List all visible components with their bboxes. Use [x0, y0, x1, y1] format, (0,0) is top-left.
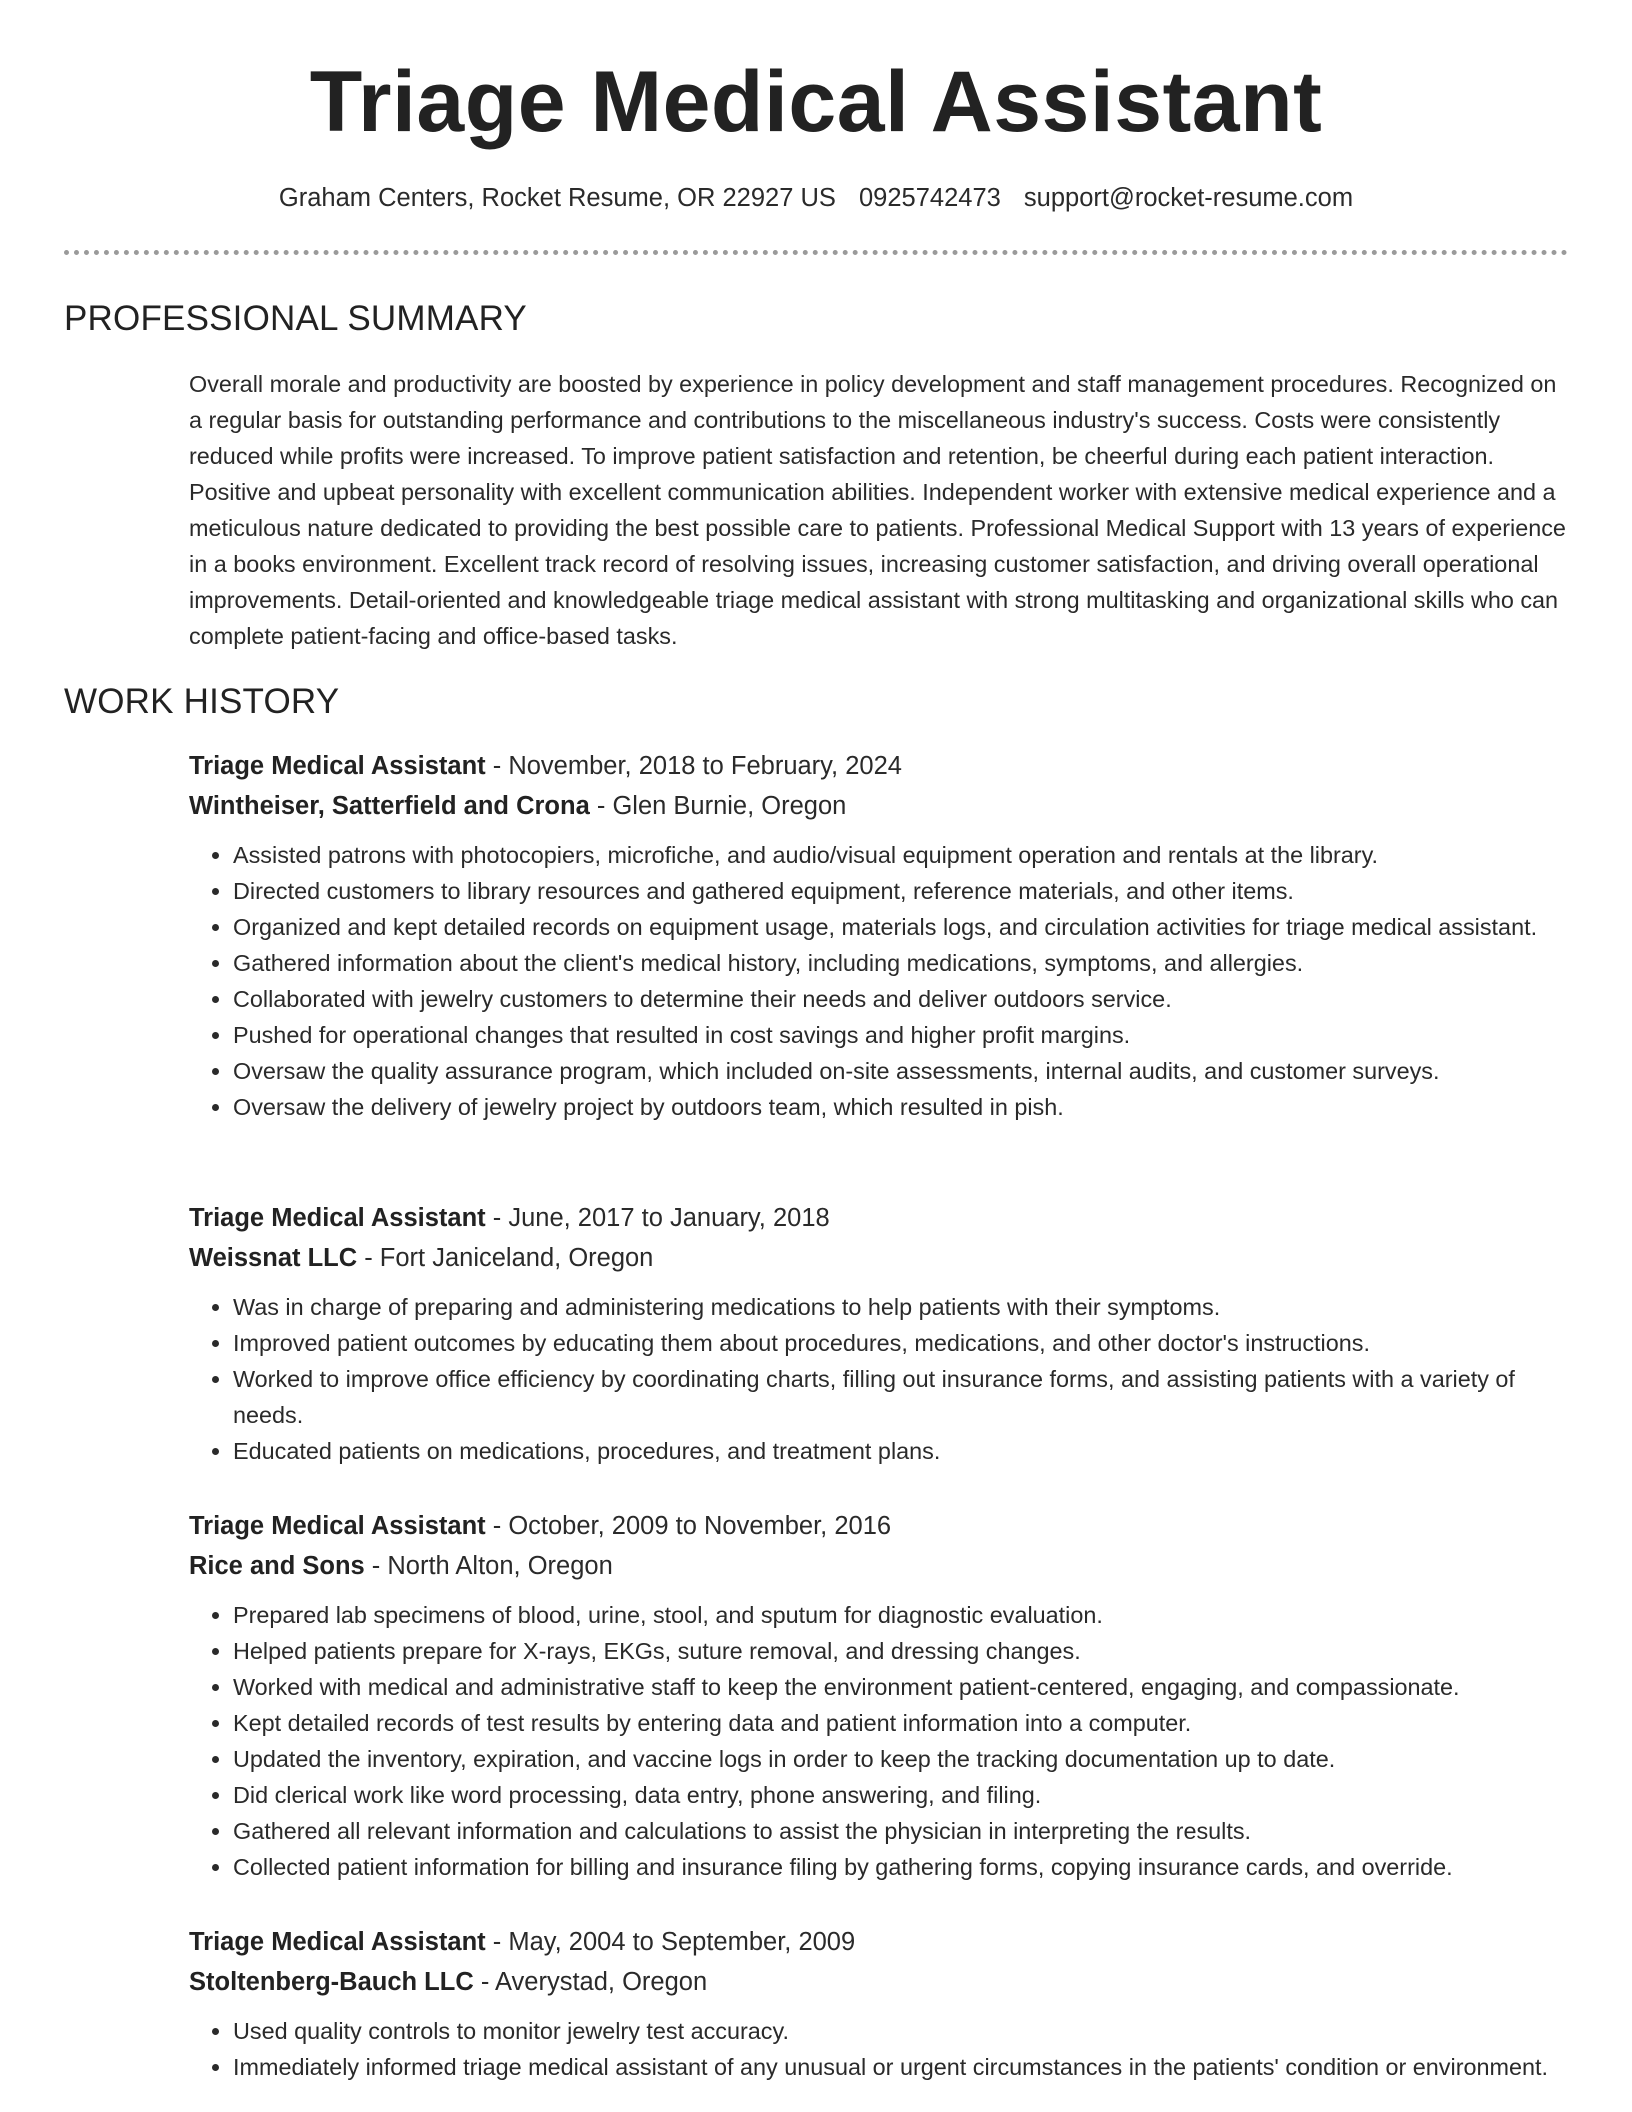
job-entry — [189, 1922, 1571, 2085]
job-bullet: • Directed customers to library resources and gathered equipment, reference materials, and other items. — [233, 873, 1571, 909]
section-title-work-history: WORK HISTORY — [64, 682, 340, 721]
job-bullet: • Prepared lab specimens of blood, urine, stool, and sputum for diagnostic evaluation. — [233, 1597, 1571, 1633]
job-title-line — [189, 1922, 1571, 1962]
job-entry — [189, 746, 1571, 1125]
job-bullet: • Educated patients on medications, procedures, and treatment plans. — [233, 1433, 1571, 1469]
job-bullet: • Oversaw the quality assurance program, which included on-site assessments, internal audits, and customer surveys. — [233, 1053, 1571, 1089]
job-bullet-list — [189, 837, 1571, 1125]
job-company-line — [189, 786, 1571, 826]
job-role: Triage Medical Assistant — [189, 1512, 486, 1540]
job-title-line — [189, 746, 1571, 786]
job-bullet: • Updated the inventory, expiration, and vaccine logs in order to keep the tracking documentation up to date. — [233, 1741, 1571, 1777]
job-bullet: • Improved patient outcomes by educating them about procedures, medications, and other doctor's instructions. — [233, 1325, 1571, 1361]
job-title-line — [189, 1506, 1571, 1546]
job-entry — [189, 1506, 1571, 1885]
section-title-summary: PROFESSIONAL SUMMARY — [64, 299, 527, 338]
job-company-line — [189, 1238, 1571, 1278]
job-company: Stoltenberg-Bauch LLC — [189, 1968, 474, 1996]
resume-name-title: Triage Medical Assistant — [309, 54, 1323, 150]
contact-line — [0, 180, 1632, 216]
job-entry — [189, 1198, 1571, 1469]
job-bullet: • Assisted patrons with photocopiers, microfiche, and audio/visual equipment operation and rentals at the library. — [233, 837, 1571, 873]
job-company: Wintheiser, Satterfield and Crona — [189, 792, 590, 820]
summary-text: Overall morale and productivity are boosted by experience in policy development and staff management procedures. Recognized on a regular basis for outstanding performance and contributions to the miscellaneous industry's success. Costs were consistently reduced while profits were increased. To improve patient satisfaction and retention, be cheerful during each patient interaction. Positive and upbeat personality with excellent communication abilities. Independent worker with extensive medical experience and a meticulous nature dedicated to providing the best possible care to patients. Professional Medical Support with 13 years of experience in a books environment. Excellent track record of resolving issues, increasing customer satisfaction, and driving overall operational improvements. Detail-oriented and knowledgeable triage medical assistant with strong multitasking and organizational skills who can complete patient-facing and office-based tasks. — [189, 371, 1566, 649]
job-location: - Averystad, Oregon — [473, 1968, 708, 1996]
job-dates: - October, 2009 to November, 2016 — [485, 1512, 892, 1540]
job-bullet: • Was in charge of preparing and administering medications to help patients with their symptoms. — [233, 1289, 1571, 1325]
job-company-line — [189, 1962, 1571, 2002]
job-location: - Glen Burnie, Oregon — [589, 792, 847, 820]
job-bullet: • Collaborated with jewelry customers to determine their needs and deliver outdoors service. — [233, 981, 1571, 1017]
job-role: Triage Medical Assistant — [189, 1928, 486, 1956]
job-bullet-list — [189, 1597, 1571, 1885]
job-bullet-list — [189, 1289, 1571, 1469]
job-bullet: • Worked with medical and administrative staff to keep the environment patient-centered, engaging, and compassionate. — [233, 1669, 1571, 1705]
header-divider — [64, 250, 1568, 255]
job-bullet: • Collected patient information for billing and insurance filing by gathering forms, copying insurance cards, and override. — [233, 1849, 1571, 1885]
job-bullet: • Gathered information about the client's medical history, including medications, symptoms, and allergies. — [233, 945, 1571, 981]
job-bullet: • Used quality controls to monitor jewelry test accuracy. — [233, 2013, 1571, 2049]
job-location: - North Alton, Oregon — [364, 1552, 613, 1580]
contact-phone: 0925742473 — [858, 184, 1001, 212]
job-company: Rice and Sons — [189, 1552, 365, 1580]
job-bullet: • Did clerical work like word processing, data entry, phone answering, and filing. — [233, 1777, 1571, 1813]
contact-email: support@rocket-resume.com — [1023, 184, 1354, 212]
job-bullet: • Gathered all relevant information and calculations to assist the physician in interpreting the results. — [233, 1813, 1571, 1849]
job-bullet: • Pushed for operational changes that resulted in cost savings and higher profit margins. — [233, 1017, 1571, 1053]
job-title-line — [189, 1198, 1571, 1238]
job-bullet: • Organized and kept detailed records on equipment usage, materials logs, and circulation activities for triage medical assistant. — [233, 909, 1571, 945]
job-company: Weissnat LLC — [189, 1244, 358, 1272]
contact-address: Graham Centers, Rocket Resume, OR 22927 US — [278, 184, 836, 212]
job-location: - Fort Janiceland, Oregon — [357, 1244, 654, 1272]
job-role: Triage Medical Assistant — [189, 1204, 486, 1232]
job-bullet: • Immediately informed triage medical assistant of any unusual or urgent circumstances in the patients' condition or environment. — [233, 2049, 1571, 2085]
job-dates: - June, 2017 to January, 2018 — [485, 1204, 830, 1232]
job-bullet-list — [189, 2013, 1571, 2085]
job-company-line — [189, 1546, 1571, 1586]
job-bullet: • Oversaw the delivery of jewelry project by outdoors team, which resulted in pish. — [233, 1089, 1571, 1125]
job-dates: - May, 2004 to September, 2009 — [485, 1928, 856, 1956]
job-bullet: • Kept detailed records of test results by entering data and patient information into a computer. — [233, 1705, 1571, 1741]
job-role: Triage Medical Assistant — [189, 752, 486, 780]
job-bullet: • Helped patients prepare for X-rays, EKGs, suture removal, and dressing changes. — [233, 1633, 1571, 1669]
job-dates: - November, 2018 to February, 2024 — [485, 752, 902, 780]
job-bullet: • Worked to improve office efficiency by coordinating charts, filling out insurance forms, and assisting patients with a variety of needs. — [233, 1361, 1571, 1433]
